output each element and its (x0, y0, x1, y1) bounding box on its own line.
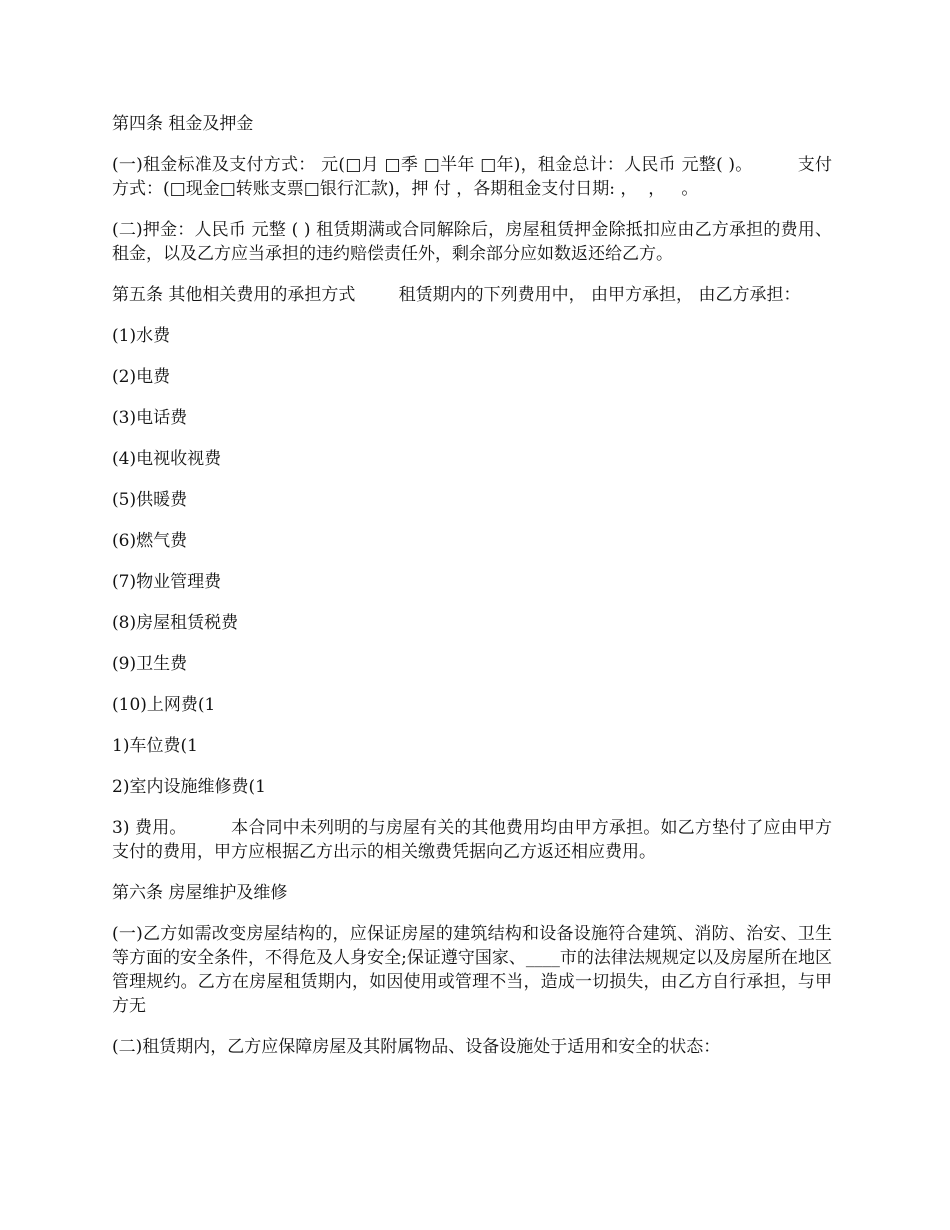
fee-item-heating: (5)供暖费 (112, 490, 188, 510)
structure-change-paragraph: (一)乙方如需改变房屋结构的，应保证房屋的建筑结构和设备设施符合建筑、消防、治安、卫生等方面的安全条件，不得危及人身安全;保证遵守国家、____市的法律法规规定以及房屋所在地区管理规约。乙方在房屋租赁期内，如因使用或管理不当，造成一切损失，由乙方自行承担，与甲方无 (112, 924, 832, 1016)
article-6-heading: 第六条 房屋维护及维修 (112, 883, 288, 903)
article-5-heading: 第五条 其他相关费用的承担方式 租赁期内的下列费用中， 由甲方承担， 由乙方承担： (112, 285, 801, 305)
fee-item-indoor-repair: 2)室内设施维修费(1 (112, 777, 266, 797)
fee-item-property-management: (7)物业管理费 (112, 572, 222, 592)
deposit-paragraph: (二)押金：人民币 元整 ( ) 租赁期满或合同解除后，房屋租赁押金除抵扣应由乙方承担的费用、租金，以及乙方应当承担的违约赔偿责任外，剩余部分应如数返还给乙方。 (112, 220, 832, 264)
fee-item-telephone: (3)电话费 (112, 408, 188, 428)
fee-item-electricity: (2)电费 (112, 367, 171, 387)
fee-item-sanitation: (9)卫生费 (112, 654, 188, 674)
document-page (112, 112, 832, 1076)
fee-item-tv: (4)电视收视费 (112, 449, 222, 469)
maintenance-paragraph: (二)租赁期内，乙方应保障房屋及其附属物品、设备设施处于适用和安全的状态： (112, 1037, 721, 1057)
fee-item-internet: (10)上网费(1 (112, 695, 216, 715)
other-fees-paragraph: 3) 费用。 本合同中未列明的与房屋有关的其他费用均由甲方承担。如乙方垫付了应由甲方支付的费用，甲方应根据乙方出示的相关缴费凭据向乙方返还相应费用。 (112, 818, 832, 862)
fee-item-gas: (6)燃气费 (112, 531, 188, 551)
fee-item-rental-tax: (8)房屋租赁税费 (112, 613, 239, 633)
fee-item-parking: 1)车位费(1 (112, 736, 198, 756)
rent-standard-paragraph: (一)租金标准及支付方式： 元(□月 □季 □半年 □年)，租金总计：人民币 元整( )。 支付方式：(□现金□转账支票□银行汇款)，押 付 ，各期租金支付日期: ， ， 。 (112, 155, 832, 199)
fee-item-water: (1)水费 (112, 326, 171, 346)
article-4-heading: 第四条 租金及押金 (112, 114, 254, 134)
